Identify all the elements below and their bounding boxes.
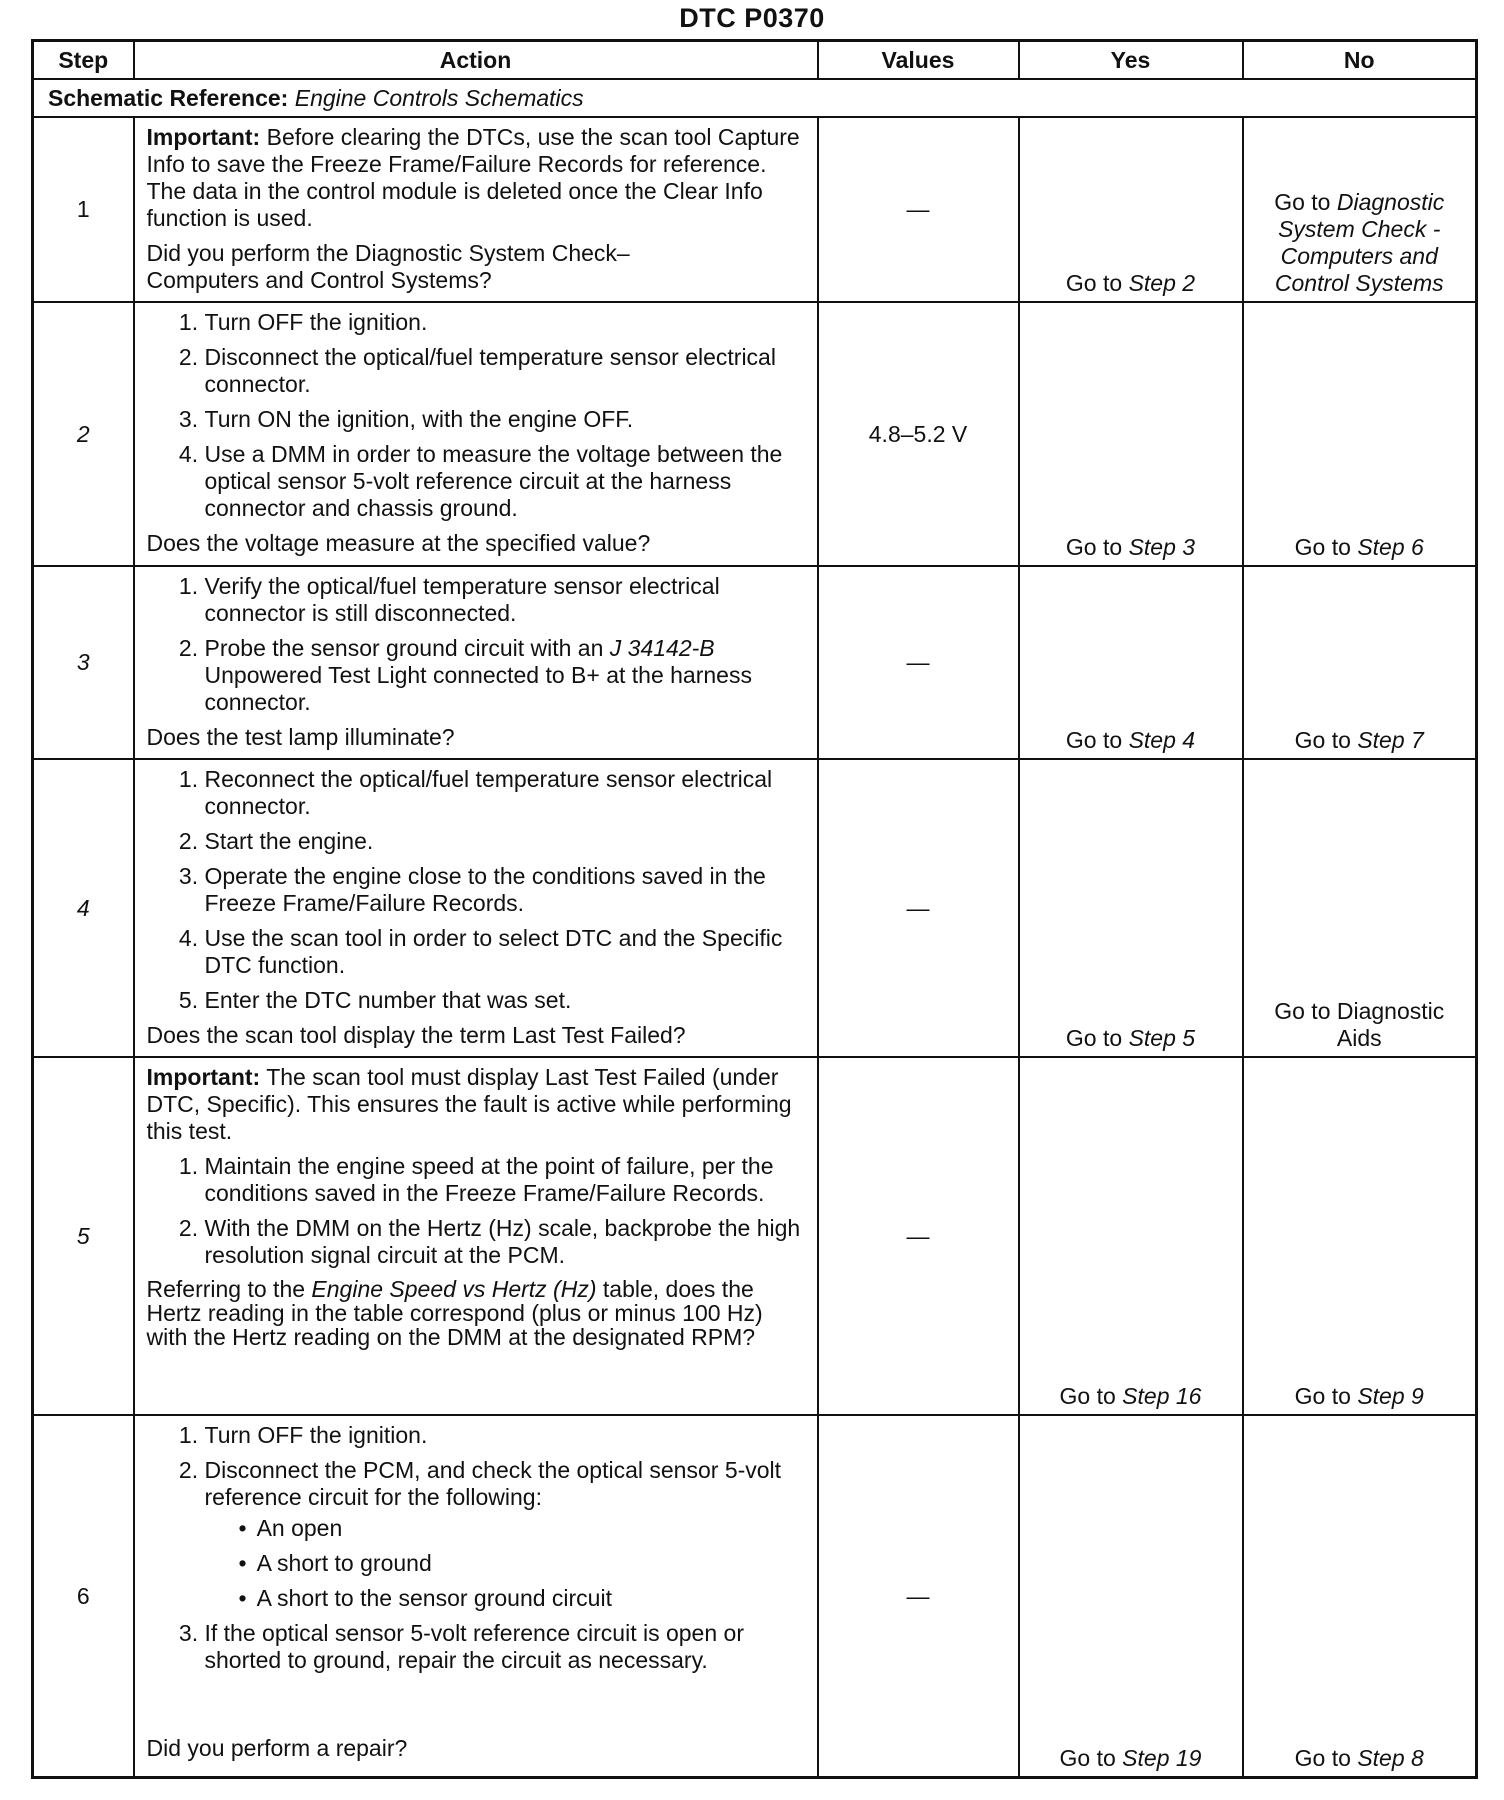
list-item: 1. Maintain the engine speed at the point of failure, per the conditions saved in the Freeze Frame/Failure Records. xyxy=(205,1153,805,1207)
step-number: 1 xyxy=(33,117,134,302)
schematic-reference xyxy=(33,79,1477,117)
step-number: 4 xyxy=(33,759,134,1057)
yes-prefix: Go to xyxy=(1065,727,1129,753)
schematic-link[interactable]: Engine Controls Schematics xyxy=(294,84,584,111)
list-item-text: Unpowered Test Light connected to B+ at the harness connector. xyxy=(204,662,752,715)
step-number: 6 xyxy=(33,1415,134,1778)
yes-cell xyxy=(1019,1057,1243,1415)
important-label: Important: xyxy=(146,1064,261,1090)
list-item: 3. Turn ON the ignition, with the engine OFF. xyxy=(205,406,805,433)
yes-cell xyxy=(1019,566,1243,759)
list-item: 1. Turn OFF the ignition. xyxy=(205,309,805,336)
list-item-text: Disconnect the PCM, and check the optical sensor 5-volt reference circuit for the following: xyxy=(204,1457,782,1510)
important-label: Important: xyxy=(146,124,261,150)
no-prefix: Go to xyxy=(1274,189,1337,215)
no-link[interactable]: Step 8 xyxy=(1357,1745,1424,1771)
list-item: 4. Use a DMM in order to measure the voltage between the optical sensor 5-volt reference circuit at the harness connector and chassis ground. xyxy=(205,441,805,522)
table-row xyxy=(33,1415,1477,1778)
header-step: Step xyxy=(33,41,134,80)
list-item: 5. Enter the DTC number that was set. xyxy=(205,987,805,1014)
yes-link[interactable]: Step 16 xyxy=(1122,1383,1202,1409)
important-text: Before clearing the DTCs, use the scan tool Capture Info to save the Freeze Frame/Failure Records for reference. The data in the control module is deleted once the Clear Info function is used. xyxy=(146,124,800,231)
header-values: Values xyxy=(818,41,1019,80)
yes-prefix: Go to xyxy=(1059,1745,1123,1771)
yes-prefix: Go to xyxy=(1059,1383,1123,1409)
important-note xyxy=(147,124,805,232)
list-item: 2. With the DMM on the Hertz (Hz) scale, backprobe the high resolution signal circuit at the PCM. xyxy=(205,1215,805,1269)
action-cell xyxy=(134,1057,818,1415)
step-question: Does the test lamp illuminate? xyxy=(146,724,455,750)
list-item: 3. Operate the engine close to the conditions saved in the Freeze Frame/Failure Records. xyxy=(205,863,805,917)
bullet-list xyxy=(205,1515,805,1612)
yes-prefix: Go to xyxy=(1065,1025,1129,1051)
list-item: 1. Verify the optical/fuel temperature sensor electrical connector is still disconnected. xyxy=(205,573,805,627)
tool-reference: J 34142-B xyxy=(609,635,715,661)
no-cell xyxy=(1243,566,1477,759)
no-cell xyxy=(1243,759,1477,1057)
action-list xyxy=(147,1422,805,1674)
action-list xyxy=(147,309,805,522)
no-cell xyxy=(1243,302,1477,566)
yes-link[interactable]: Step 19 xyxy=(1122,1745,1202,1771)
no-link[interactable]: Step 6 xyxy=(1357,534,1424,560)
step-question: Does the scan tool display the term Last Test Failed? xyxy=(146,1022,686,1048)
yes-prefix: Go to xyxy=(1065,270,1129,296)
table-reference: Engine Speed vs Hertz (Hz) xyxy=(311,1276,597,1302)
header-row xyxy=(33,41,1477,80)
no-cell xyxy=(1243,1415,1477,1778)
yes-link[interactable]: Step 5 xyxy=(1128,1025,1196,1051)
no-link[interactable]: Step 7 xyxy=(1357,727,1424,753)
no-prefix: Go to xyxy=(1294,1383,1358,1409)
action-list xyxy=(147,766,805,1014)
step-number: 5 xyxy=(33,1057,134,1415)
list-item xyxy=(205,635,805,716)
schematic-label: Schematic Reference: xyxy=(48,84,289,111)
action-cell xyxy=(134,566,818,759)
no-prefix: Go to xyxy=(1294,1745,1358,1771)
list-item: 2. Disconnect the optical/fuel temperature sensor electrical connector. xyxy=(205,344,805,398)
action-cell xyxy=(134,117,818,302)
header-yes: Yes xyxy=(1019,41,1243,80)
no-cell xyxy=(1243,1057,1477,1415)
no-link[interactable]: Diagnostic System Check - Computers and Control Systems xyxy=(1274,189,1445,296)
bullet-item: • A short to ground xyxy=(239,1550,805,1577)
question-text: Referring to the xyxy=(146,1276,312,1302)
yes-prefix: Go to xyxy=(1065,534,1129,560)
step-question xyxy=(147,1277,805,1349)
step-question: Does the voltage measure at the specified value? xyxy=(146,530,651,556)
yes-cell xyxy=(1019,759,1243,1057)
value-cell: 4.8–5.2 V xyxy=(818,302,1019,566)
schematic-reference-row xyxy=(33,79,1477,117)
value-cell: — xyxy=(818,117,1019,302)
bullet-item: • An open xyxy=(239,1515,805,1542)
list-item-text: Probe the sensor ground circuit with an xyxy=(204,635,610,661)
no-cell xyxy=(1243,117,1477,302)
table-row xyxy=(33,566,1477,759)
value-cell: — xyxy=(818,1057,1019,1415)
action-list xyxy=(147,573,805,716)
yes-cell xyxy=(1019,1415,1243,1778)
action-cell xyxy=(134,759,818,1057)
no-prefix: Go to xyxy=(1294,727,1358,753)
action-cell xyxy=(134,1415,818,1778)
diagnostic-table xyxy=(31,39,1478,1779)
table-row xyxy=(33,1057,1477,1415)
list-item: 2. Start the engine. xyxy=(205,828,805,855)
yes-link[interactable]: Step 3 xyxy=(1128,534,1196,560)
value-cell: — xyxy=(818,566,1019,759)
bullet-item: • A short to the sensor ground circuit xyxy=(239,1585,805,1612)
no-link[interactable]: Go to Diagnostic Aids xyxy=(1274,998,1445,1051)
action-cell xyxy=(134,302,818,566)
list-item: 1. Reconnect the optical/fuel temperature sensor electrical connector. xyxy=(205,766,805,820)
list-item: 3. If the optical sensor 5-volt reference circuit is open or shorted to ground, repair the circuit as necessary. xyxy=(205,1620,805,1674)
step-number: 2 xyxy=(33,302,134,566)
step-question: Did you perform the Diagnostic System Check– Computers and Control Systems? xyxy=(146,240,630,293)
list-item xyxy=(205,1457,805,1612)
yes-cell xyxy=(1019,302,1243,566)
header-no: No xyxy=(1243,41,1477,80)
value-cell: — xyxy=(818,759,1019,1057)
no-prefix: Go to xyxy=(1294,534,1358,560)
step-number: 3 xyxy=(33,566,134,759)
value-cell: — xyxy=(818,1415,1019,1778)
table-row xyxy=(33,759,1477,1057)
table-row xyxy=(33,117,1477,302)
yes-link[interactable]: Step 2 xyxy=(1128,270,1196,296)
yes-cell xyxy=(1019,117,1243,302)
action-list xyxy=(147,1153,805,1269)
list-item: 1. Turn OFF the ignition. xyxy=(205,1422,805,1449)
list-item: 4. Use the scan tool in order to select DTC and the Specific DTC function. xyxy=(205,925,805,979)
page-title: DTC P0370 xyxy=(679,3,825,33)
yes-link[interactable]: Step 4 xyxy=(1128,727,1196,753)
important-text: The scan tool must display Last Test Failed (under DTC, Specific). This ensures the fault is active while performing this test. xyxy=(146,1064,792,1144)
no-link[interactable]: Step 9 xyxy=(1357,1383,1424,1409)
table-row xyxy=(33,302,1477,566)
important-note xyxy=(147,1064,805,1145)
header-action: Action xyxy=(134,41,818,80)
question-text: table, does the Hertz reading in the table correspond (plus or minus 100 Hz) with the Hertz reading on the DMM at the designated RPM? xyxy=(146,1276,763,1350)
step-question: Did you perform a repair? xyxy=(146,1735,408,1761)
